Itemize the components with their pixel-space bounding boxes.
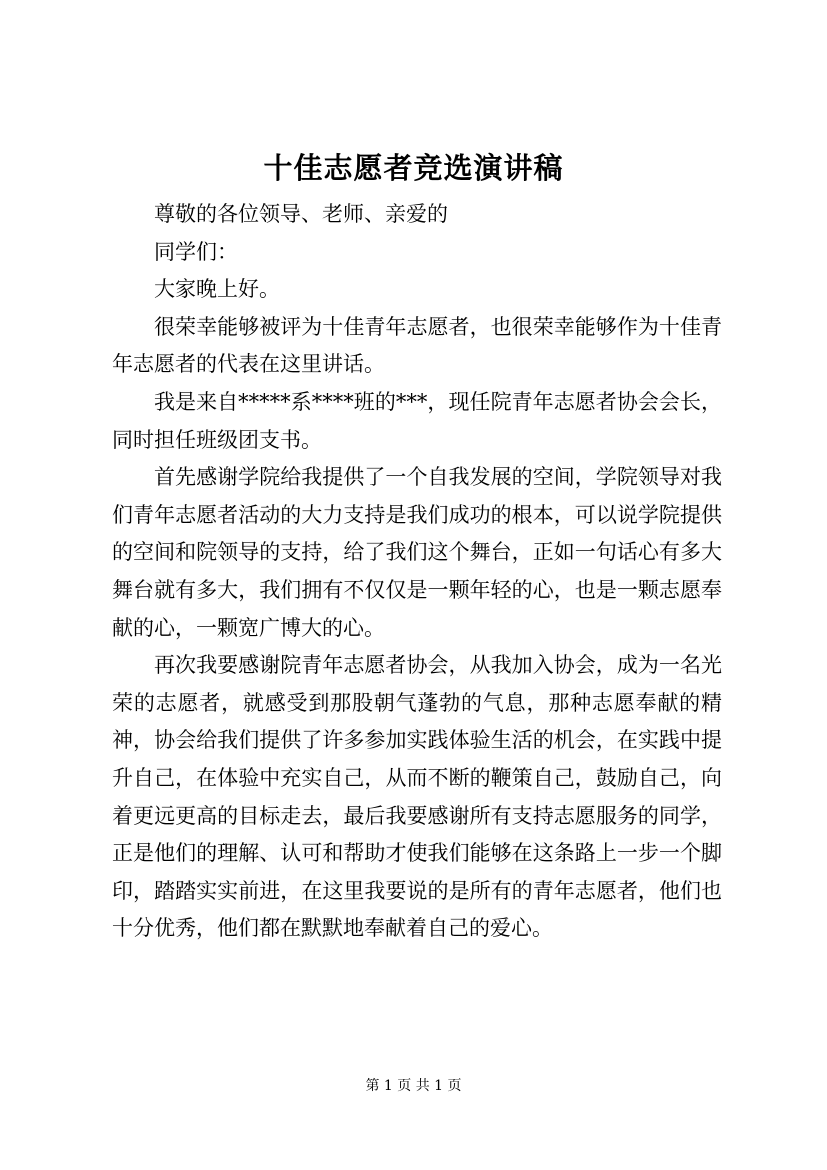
paragraph-thanks-college: 首先感谢学院给我提供了一个自我发展的空间，学院领导对我们青年志愿者活动的大力支持是我们成功的根本，可以说学院提供的空间和院领导的支持，给了我们这个舞台，正如一句话心有多大舞台就有多大，我们拥有不仅仅是一颗年轻的心，也是一颗志愿奉献的心，一颗宽广博大的心。 [112, 465, 722, 640]
page-footer: 第 1 页 共 1 页 [365, 1078, 462, 1094]
paragraph-salutation-continued: 同学们： [154, 239, 238, 264]
paragraph-introduction: 我是来自*****系****班的***，现任院青年志愿者协会会长，同时担任班级团支书。 [112, 389, 722, 452]
document-title: 十佳志愿者竞选演讲稿 [263, 151, 564, 185]
document-body [112, 196, 722, 948]
paragraph-thanks-association: 再次我要感谢院青年志愿者协会，从我加入协会，成为一名光荣的志愿者，就感受到那股朝气蓬勃的气息，那种志愿奉献的精神，协会给我们提供了许多参加实践体验生活的机会，在实践中提升自己，在体验中充实自己，从而不断的鞭策自己，鼓励自己，向着更远更高的目标走去，最后我要感谢所有支持志愿服务的同学，正是他们的理解、认可和帮助才使我们能够在这条路上一步一个脚印，踏踏实实前进，在这里我要说的是所有的青年志愿者，他们也十分优秀，他们都在默默地奉献着自己的爱心。 [112, 653, 722, 941]
paragraph-salutation: 尊敬的各位领导、老师、亲爱的 [154, 202, 448, 226]
paragraph-honor: 很荣幸能够被评为十佳青年志愿者，也很荣幸能够作为十佳青年志愿者的代表在这里讲话。 [112, 314, 722, 377]
paragraph-greeting: 大家晚上好。 [154, 277, 280, 302]
